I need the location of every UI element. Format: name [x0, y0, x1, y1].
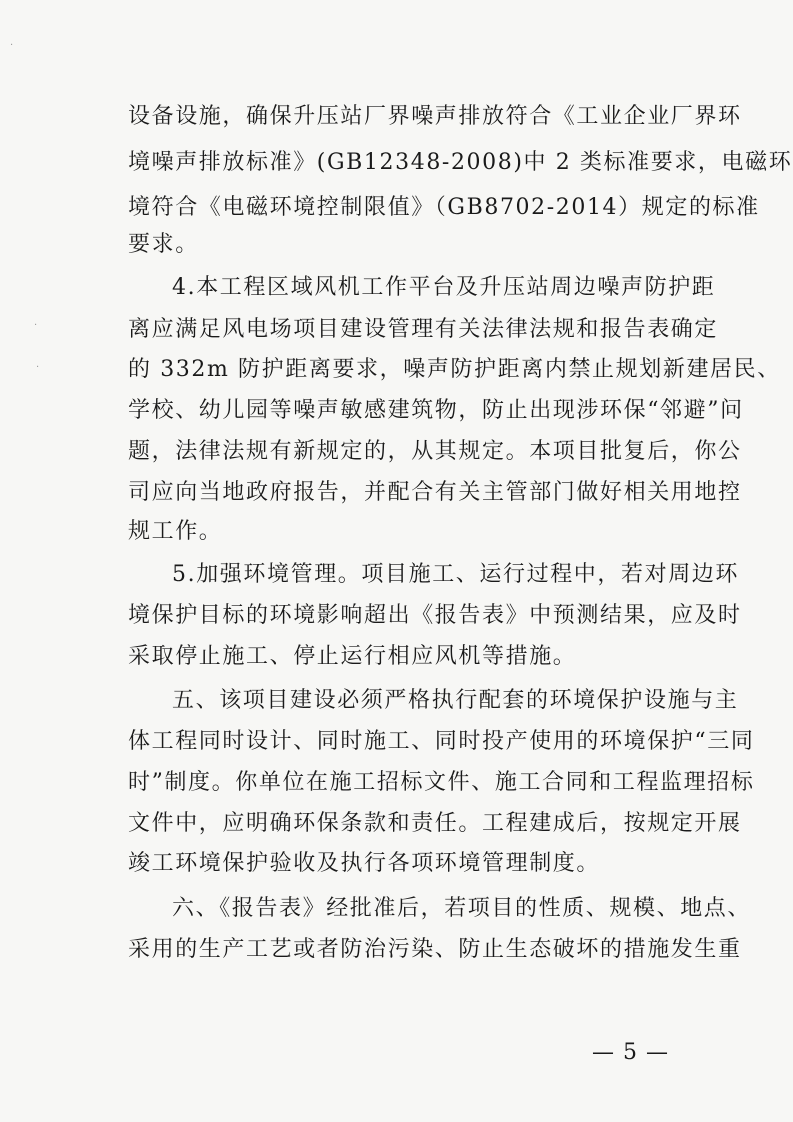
- body-line: 时”制度。你单位在施工招标文件、施工合同和工程监理招标: [128, 770, 755, 795]
- body-line: 采用的生产工艺或者防治污染、防止生态破坏的措施发生重: [128, 937, 742, 962]
- body-line: 文件中，应明确环保条款和责任。工程建成后，按规定开展: [128, 811, 742, 836]
- body-line: 的 332m 防护距离要求，噪声防护距离内禁止规划新建居民、: [128, 357, 781, 382]
- body-line: 境符合《电磁环境控制限值》（GB8702-2014）规定的标准: [128, 195, 760, 220]
- body-line: 境噪声排放标准》(GB12348-2008)中 2 类标准要求，电磁环: [128, 150, 793, 175]
- body-line: 规工作。: [128, 519, 223, 544]
- body-line: 竣工环境保护验收及执行各项环境管理制度。: [128, 851, 601, 876]
- body-line: 体工程同时设计、同时施工、同时投产使用的环境保护“三同: [128, 729, 755, 754]
- page-number: — 5 —: [592, 1040, 669, 1065]
- paragraph-start-line: 五、该项目建设必须严格执行配套的环境保护设施与主: [172, 688, 739, 713]
- body-line: 学校、幼儿园等噪声敏感建筑物，防止出现涉环保“邻避”问: [128, 398, 744, 423]
- body-line: 采取停止施工、停止运行相应风机等措施。: [128, 644, 577, 669]
- paragraph-start-line: 六、《报告表》经批准后，若项目的性质、规模、地点、: [172, 896, 752, 921]
- paragraph-start-line: 5.加强环境管理。项目施工、运行过程中，若对周边环: [172, 562, 739, 587]
- body-line: 境保护目标的环境影响超出《报告表》中预测结果，应及时: [128, 603, 742, 628]
- scan-speck: ·: [34, 320, 38, 331]
- body-line: 司应向当地政府报告，并配合有关主管部门做好相关用地控: [128, 480, 742, 505]
- body-line: 要求。: [128, 232, 199, 257]
- body-line: 离应满足风电场项目建设管理有关法律法规和报告表确定: [128, 317, 719, 342]
- paragraph-start-line: 4.本工程区域风机工作平台及升压站周边噪声防护距: [172, 275, 716, 300]
- scan-speck: ·: [10, 40, 14, 51]
- body-line: 题，法律法规有新规定的，从其规定。本项目批复后，你公: [128, 439, 742, 464]
- body-line: 设备设施，确保升压站厂界噪声排放符合《工业企业厂界环: [128, 104, 742, 129]
- scan-speck: ·: [36, 362, 40, 373]
